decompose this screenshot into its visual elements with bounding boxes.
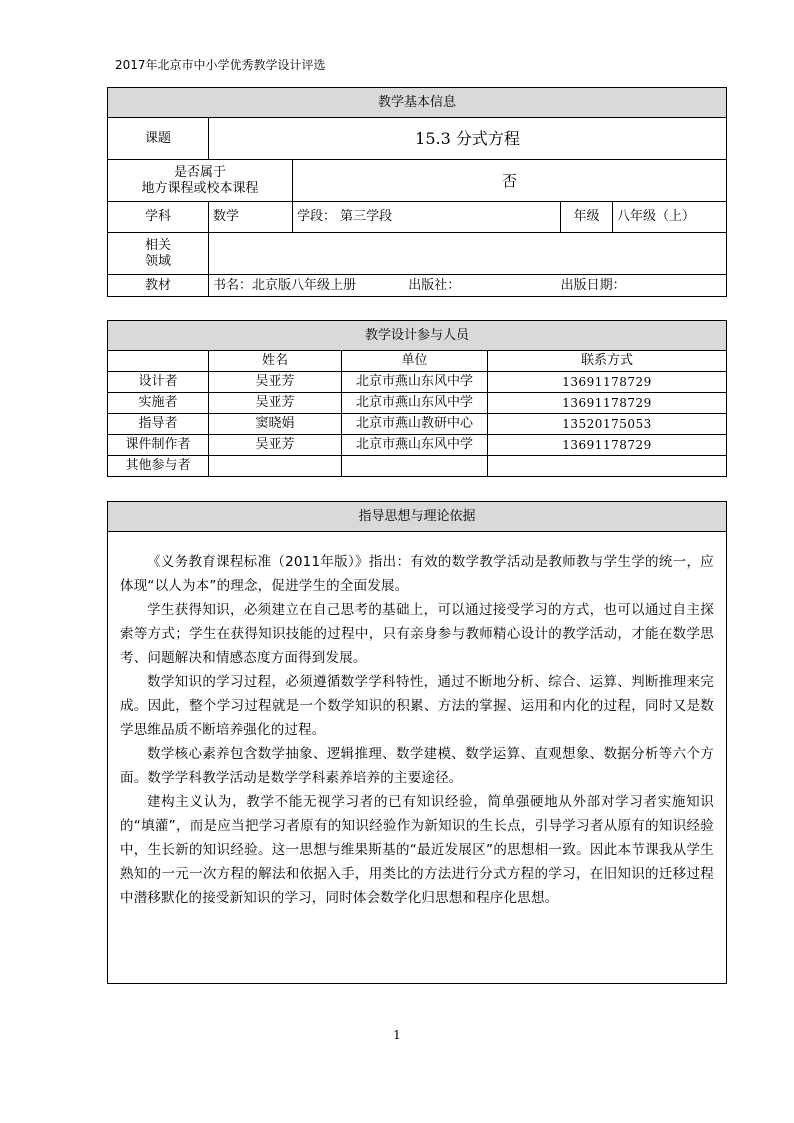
table-row (108, 414, 727, 435)
guiding-paragraph: 数学核心素养包含数学抽象、逻辑推理、数学建模、数学运算、直观想象、数据分析等六个方面。数学学科教学活动是数学学科素养培养的主要途径。 (120, 746, 714, 786)
table-row (108, 372, 727, 393)
textbook-info (209, 275, 727, 297)
unit-cell: 北京市燕山东风中学 (342, 372, 488, 393)
guiding-paragraph: 建构主义认为，教学不能无视学习者的已有知识经验，简单强硬地从外部对学习者实施知识的“填灌”，而是应当把学习者原有的知识经验作为新知识的生长点，引导学习者从原有的知识经验中，生长新的知识经验。这一思想与维果斯基的“最近发展区”的思想相一致。因此本节课我从学生熟知的一元一次方程的解法和依据入手，用类比的方法进行分式方程的学习，在旧知识的迁移过程中潜移默化的接受新知识的学习，同时体会数学化归思想和程序化思想。 (120, 794, 714, 906)
header-unit: 单位 (342, 351, 488, 372)
related-label-line1: 相关 (144, 237, 171, 253)
role-cell: 实施者 (108, 393, 209, 414)
publisher-label: 出版社： (408, 277, 461, 293)
course-value: 15.3 分式方程 (209, 118, 727, 160)
guiding-title: 指导思想与理论依据 (108, 502, 727, 532)
guiding-paragraph: 学生获得知识，必须建立在自己思考的基础上，可以通过接受学习的方式，也可以通过自主探索等方式；学生在获得知识技能的过程中，只有亲身参与教师精心设计的教学活动，才能在数学思考、问题解决和情感态度方面得到发展。 (120, 602, 714, 666)
table-row (108, 393, 727, 414)
stage-label: 学段： (297, 209, 337, 224)
header-name: 姓名 (209, 351, 342, 372)
guiding-body (108, 532, 727, 984)
role-cell: 设计者 (108, 372, 209, 393)
textbook-label: 教材 (108, 275, 209, 297)
participants-table (107, 320, 727, 477)
role-cell: 课件制作者 (108, 435, 209, 456)
unit-cell: 北京市燕山教研中心 (342, 414, 488, 435)
header-contact: 联系方式 (488, 351, 727, 372)
name-cell: 吴亚芳 (209, 435, 342, 456)
role-cell: 其他参与者 (108, 456, 209, 477)
related-label-line2: 领域 (144, 253, 171, 269)
phone-cell: 13691178729 (488, 435, 727, 456)
role-cell: 指导者 (108, 414, 209, 435)
guiding-paragraph: 数学知识的学习过程，必须遵循数学学科特性，通过不断地分析、综合、运算、判断推理来完成。因此，整个学习过程就是一个数学知识的积累、方法的掌握、运用和内化的过程，同时又是数学思维品质不断培养强化的过程。 (120, 674, 714, 738)
unit-cell: 北京市燕山东风中学 (342, 435, 488, 456)
name-cell: 吴亚芳 (209, 393, 342, 414)
header-role (108, 351, 209, 372)
table-row (108, 456, 727, 477)
pub-date-label: 出版日期： (560, 277, 626, 293)
course-label: 课题 (108, 118, 209, 160)
stage-value: 第三学段 (340, 209, 393, 224)
name-cell (209, 456, 342, 477)
basic-info-title: 教学基本信息 (108, 88, 727, 118)
local-label-line1: 是否属于 (173, 164, 226, 180)
basic-info-table (107, 87, 727, 297)
name-cell: 窦晓娟 (209, 414, 342, 435)
book-name: 书名：北京版八年级上册 (213, 277, 357, 293)
subject-label: 学科 (108, 202, 209, 233)
page-header: 2017年北京市中小学优秀教学设计评选 (115, 58, 326, 72)
phone-cell: 13691178729 (488, 372, 727, 393)
grade-label: 年级 (561, 202, 613, 233)
unit-cell (342, 456, 488, 477)
grade-value: 八年级（上） (613, 202, 727, 233)
phone-cell (488, 456, 727, 477)
related-field-value (209, 233, 727, 275)
stage-cell (293, 202, 561, 233)
phone-cell: 13520175053 (488, 414, 727, 435)
unit-cell: 北京市燕山东风中学 (342, 393, 488, 414)
subject-value: 数学 (209, 202, 293, 233)
name-cell: 吴亚芳 (209, 372, 342, 393)
local-course-value: 否 (293, 160, 727, 202)
local-label-line2: 地方课程或校本课程 (141, 180, 259, 196)
phone-cell: 13691178729 (488, 393, 727, 414)
page-number: 1 (393, 1028, 401, 1042)
table-row (108, 435, 727, 456)
related-field-label (108, 233, 209, 275)
guiding-paragraph: 《义务教育课程标准（2011年版）》指出：有效的数学教学活动是教师教与学生学的统一，应体现“以人为本”的理念，促进学生的全面发展。 (120, 554, 714, 594)
guiding-table (107, 501, 727, 984)
participants-title: 教学设计参与人员 (108, 321, 727, 351)
local-course-label (108, 160, 293, 202)
